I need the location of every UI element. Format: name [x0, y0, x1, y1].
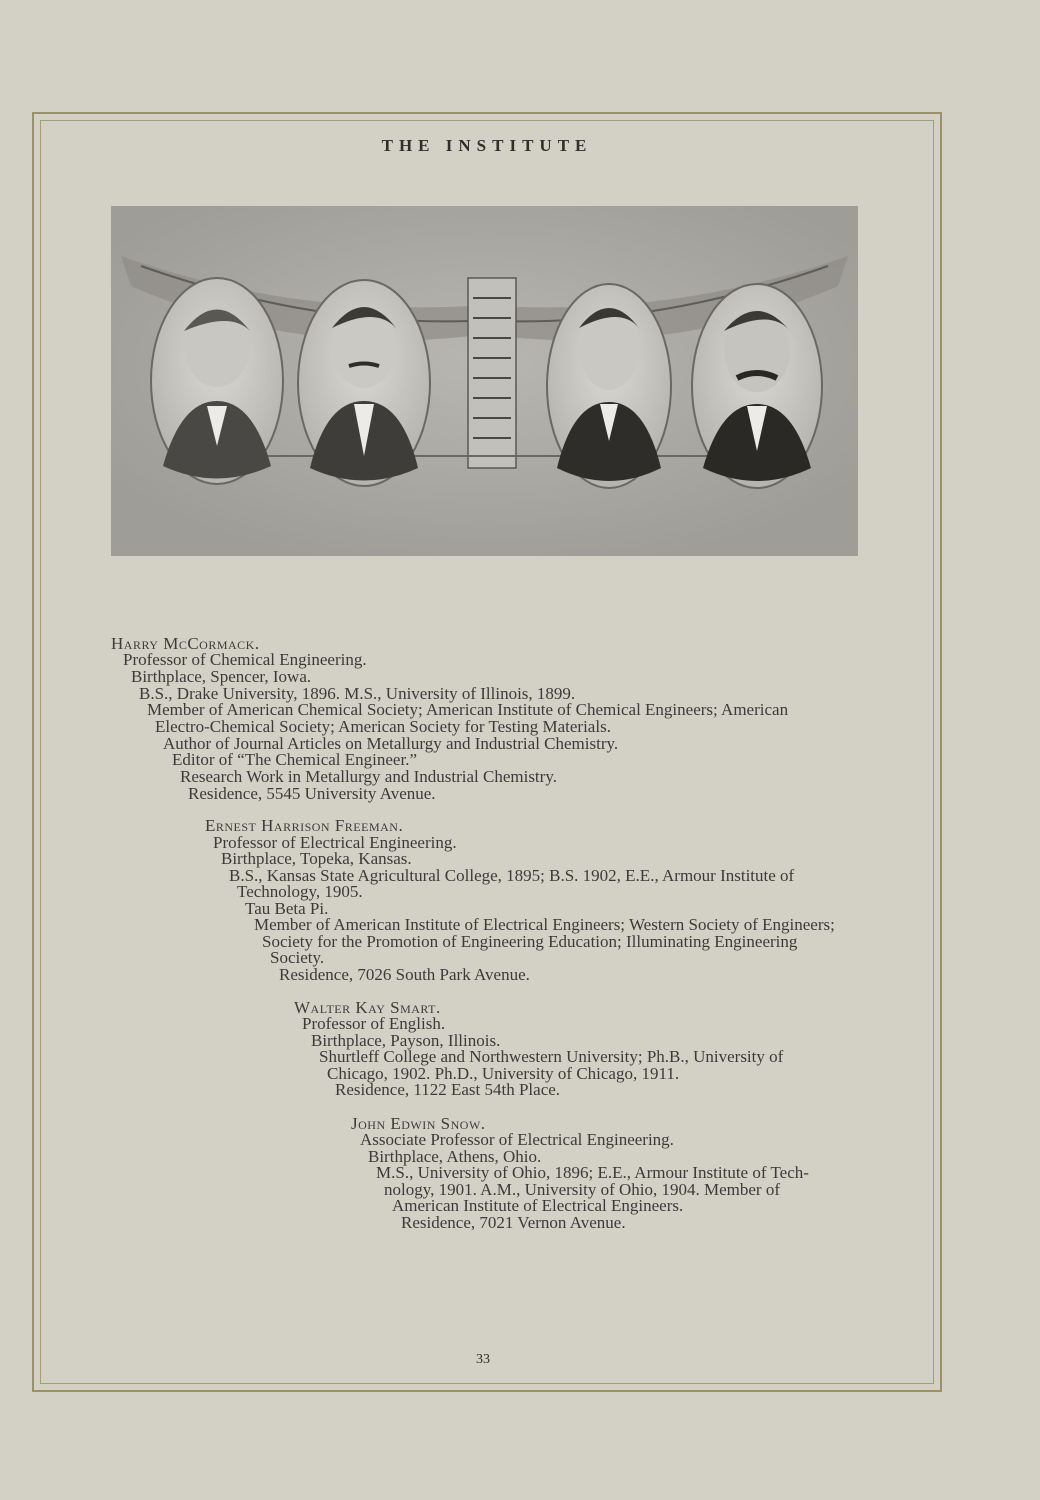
bio-line: Editor of “The Chemical Engineer.” [172, 750, 417, 769]
bio-line: American Institute of Electrical Engineers. [392, 1196, 684, 1215]
bio-line: Tau Beta Pi. [245, 899, 329, 918]
bio-line: Birthplace, Topeka, Kansas. [221, 849, 412, 868]
bio-line: Residence, 1122 East 54th Place. [335, 1080, 561, 1099]
bio-line: Residence, 7026 South Park Avenue. [279, 965, 530, 984]
bio-line: Author of Journal Articles on Metallurgy and Industrial Chemistry. [163, 734, 619, 753]
bio-line: Birthplace, Athens, Ohio. [368, 1147, 542, 1166]
bio-line: Associate Professor of Electrical Engineering. [360, 1130, 674, 1149]
page-number: 33 [476, 1352, 490, 1367]
bio-line: Shurtleff College and Northwestern University; Ph.B., University of [319, 1047, 784, 1066]
bio-name: Walter Kay Smart. [294, 998, 441, 1017]
bio-line: Professor of Electrical Engineering. [213, 833, 457, 852]
portrait-3 [547, 284, 671, 488]
portrait-4 [692, 284, 822, 488]
bio-line: B.S., Kansas State Agricultural College, 1895; B.S. 1902, E.E., Armour Institute of [229, 866, 795, 885]
bio-line: Member of American Chemical Society; American Institute of Chemical Engineers; American [147, 700, 789, 719]
bio-line: B.S., Drake University, 1896. M.S., University of Illinois, 1899. [139, 684, 576, 703]
portrait-2 [298, 280, 430, 486]
bio-name: John Edwin Snow. [351, 1114, 486, 1133]
bio-name: Ernest Harrison Freeman. [205, 816, 404, 835]
bio-line: Professor of Chemical Engineering. [123, 650, 367, 669]
bio-line: Technology, 1905. [237, 882, 363, 901]
bio-line: Research Work in Metallurgy and Industrial Chemistry. [180, 767, 557, 786]
running-head: THE INSTITUTE [381, 136, 593, 155]
bio-line: Residence, 7021 Vernon Avenue. [401, 1213, 626, 1232]
bio-line: Society for the Promotion of Engineering Education; Illuminating Engineering [262, 932, 798, 951]
bio-line: M.S., University of Ohio, 1896; E.E., Armour Institute of Tech- [376, 1163, 809, 1182]
bio-line: Electro-Chemical Society; American Society for Testing Materials. [155, 717, 611, 736]
bio-line: Professor of English. [302, 1014, 446, 1033]
bio-line: Society. [270, 948, 325, 967]
portrait-1 [151, 278, 283, 484]
bio-line: Birthplace, Payson, Illinois. [311, 1031, 501, 1050]
portrait-plate-illustration [111, 206, 858, 556]
bio-line: Residence, 5545 University Avenue. [188, 784, 436, 803]
bio-line: Birthplace, Spencer, Iowa. [131, 667, 312, 686]
bio-line: nology, 1901. A.M., University of Ohio, 1904. Member of [384, 1180, 781, 1199]
bio-line: Chicago, 1902. Ph.D., University of Chicago, 1911. [327, 1064, 680, 1083]
bio-line: Member of American Institute of Electrical Engineers; Western Society of Engineers; [254, 915, 835, 934]
portrait-plate [111, 206, 858, 556]
bio-name: Harry McCormack. [111, 634, 260, 653]
